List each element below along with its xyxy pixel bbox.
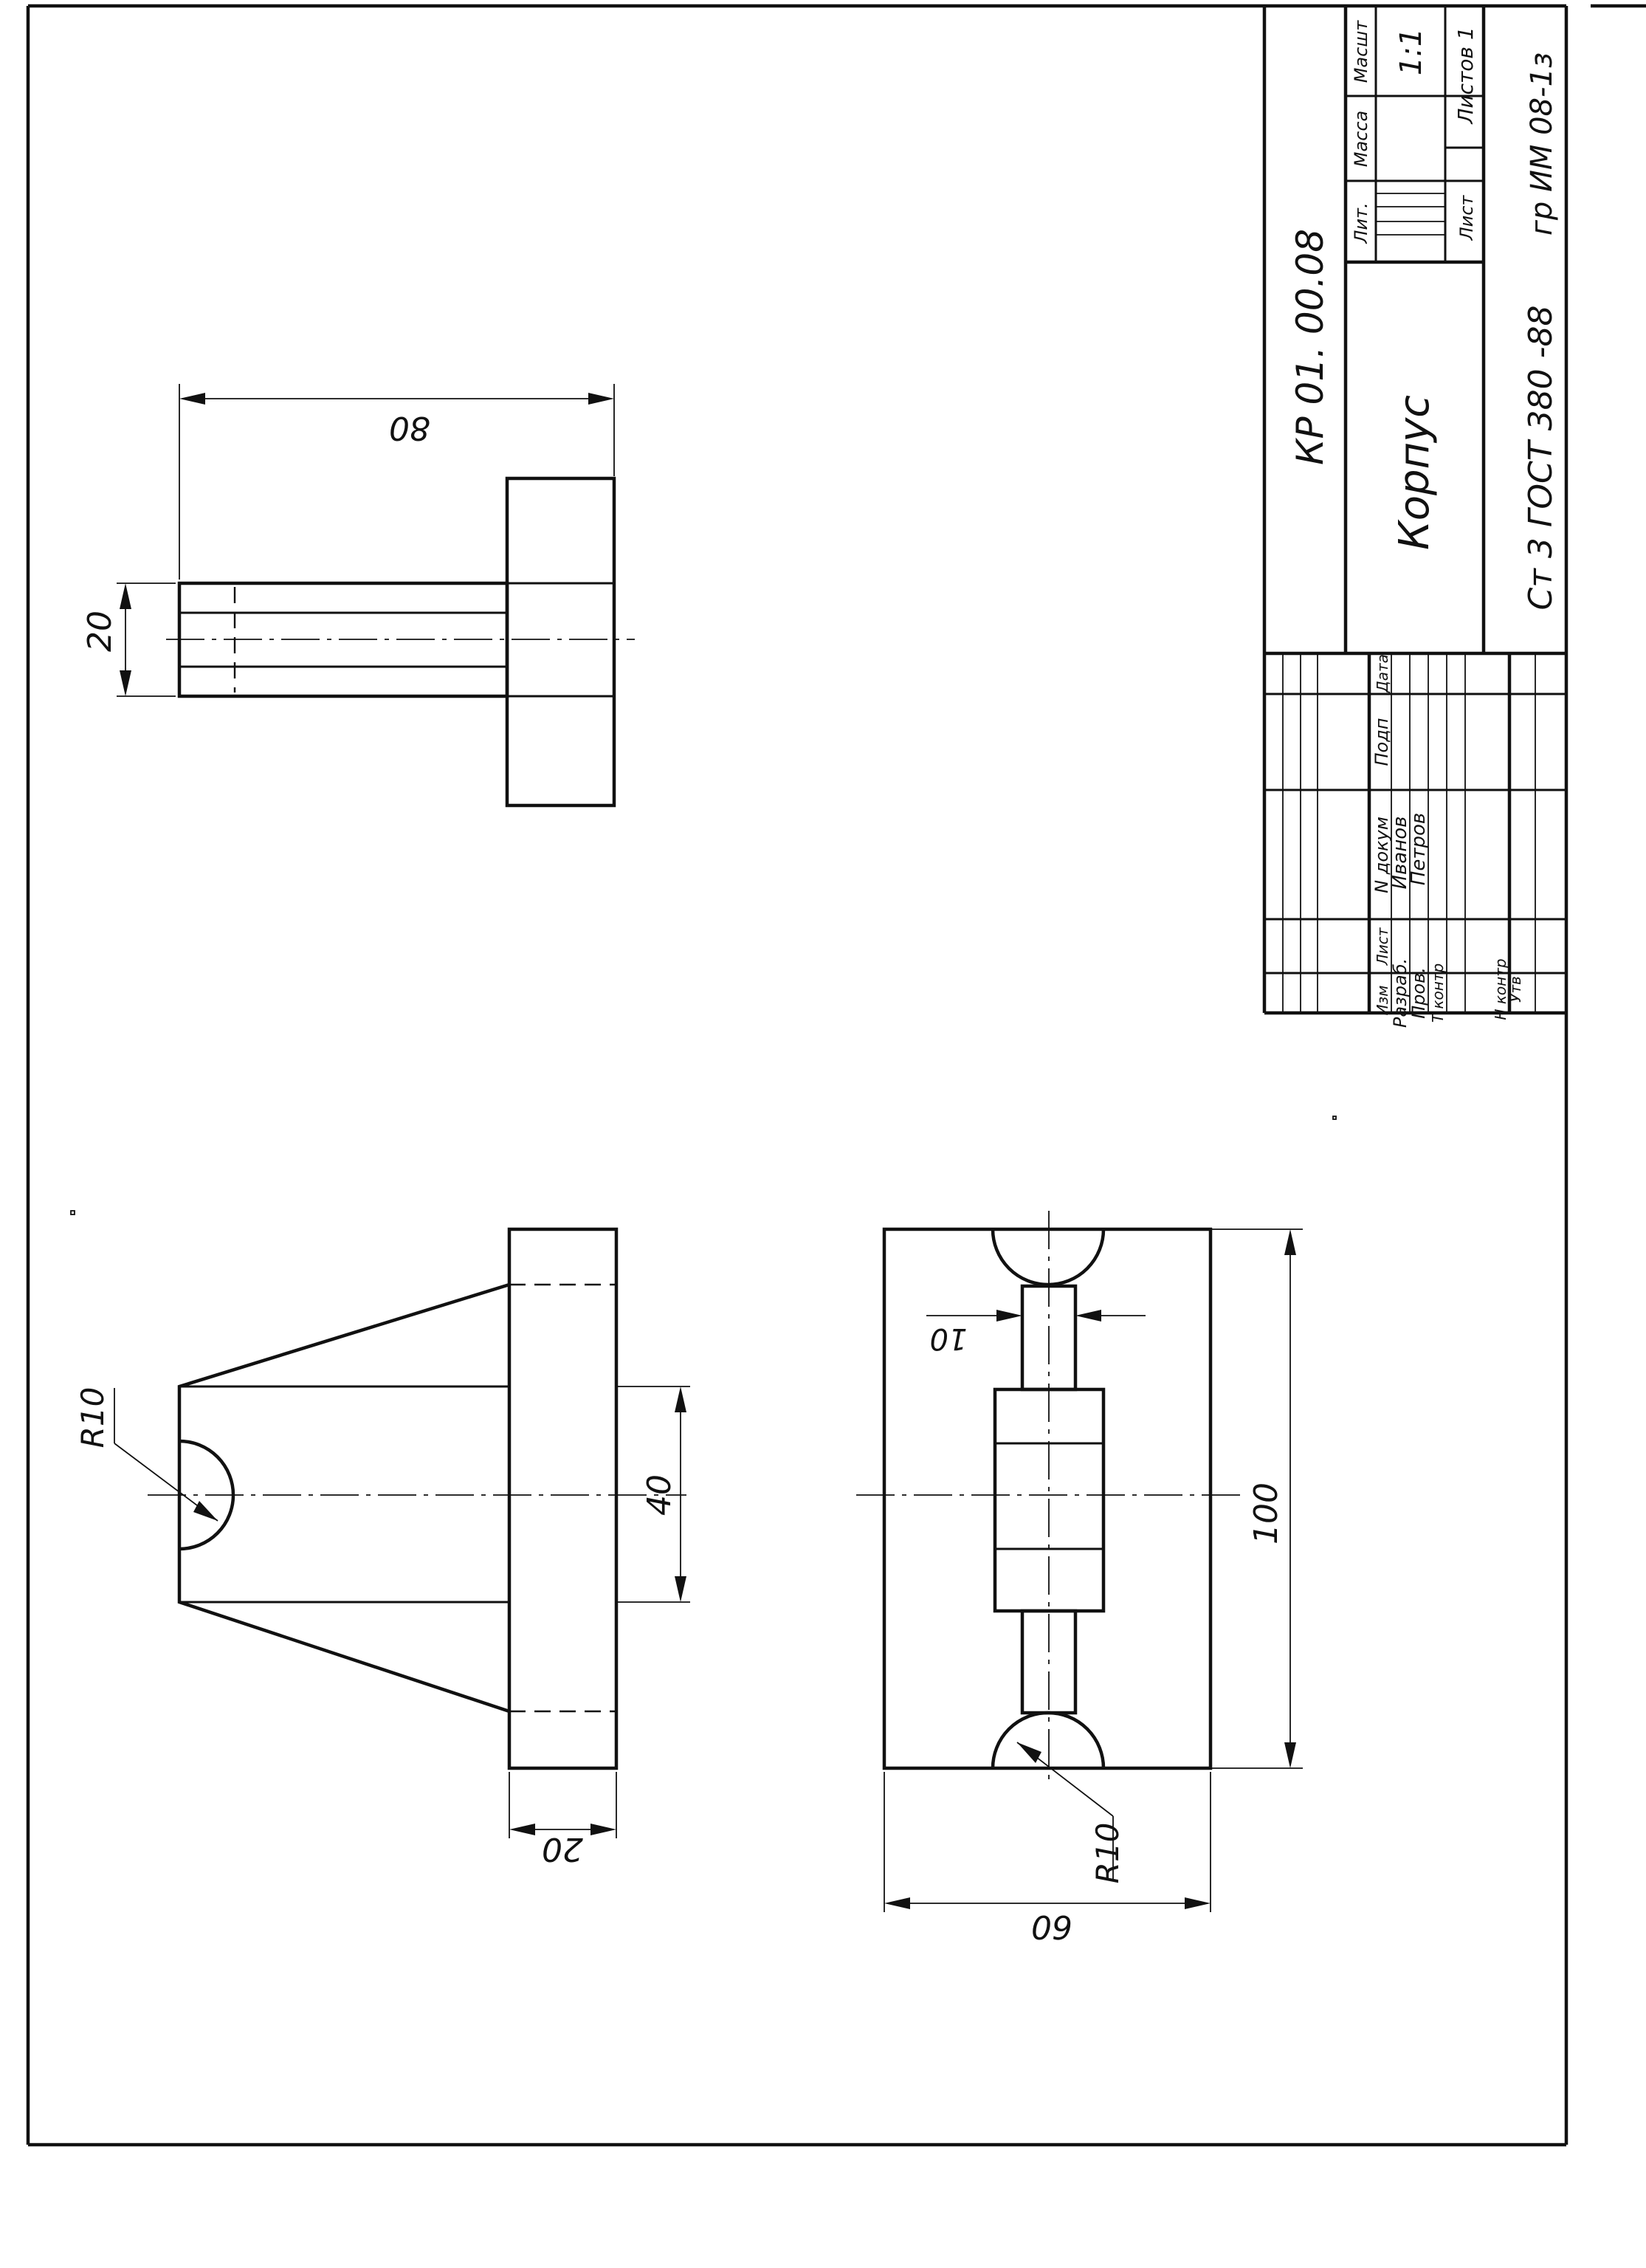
developer-name: Иванов	[1389, 816, 1411, 890]
dim-60: 60	[1031, 1908, 1072, 1945]
col-sign: Подп	[1371, 718, 1392, 766]
col-sheet: Лист	[1374, 927, 1391, 966]
scale-label: Масшт	[1351, 20, 1371, 83]
sheet-label: Лист	[1456, 195, 1477, 241]
dim-10: 10	[929, 1322, 968, 1355]
role-norm-control: Н контр	[1492, 958, 1509, 1020]
dim-r10-front: R10	[75, 1386, 111, 1449]
dim-r10-side: R10	[1089, 1822, 1126, 1884]
lit-label: Лит.	[1351, 202, 1371, 244]
part-name: Корпус	[1391, 394, 1439, 551]
dim-100: 100	[1247, 1482, 1285, 1544]
side-view	[856, 1211, 1303, 1912]
dim-40: 40	[641, 1474, 678, 1516]
role-tech-control: Т контр	[1429, 963, 1447, 1023]
dim-80-top: 80	[389, 409, 430, 447]
col-doc-no: N докум	[1371, 817, 1392, 893]
role-checker: Пров.	[1408, 967, 1429, 1019]
dim-20-front: 20	[542, 1830, 583, 1868]
material: Ст 3 ГОСТ 380 -88	[1522, 305, 1560, 611]
col-date: Дата	[1374, 654, 1391, 693]
mass-label: Масса	[1351, 110, 1371, 168]
group: гр ИМ 08-1з	[1525, 52, 1559, 236]
role-approved: Утв	[1506, 976, 1524, 1003]
dim-20-top: 20	[81, 611, 119, 652]
sheets-count: Листов 1	[1453, 27, 1478, 124]
speck	[1333, 1116, 1336, 1119]
top-view	[117, 384, 635, 805]
drawing-number: КР 01. 00.08	[1289, 228, 1332, 466]
scale-value: 1:1	[1394, 27, 1428, 76]
role-developer: Разраб.	[1390, 958, 1411, 1028]
checker-name: Петров	[1408, 812, 1430, 886]
speck	[71, 1211, 75, 1214]
sheet-frame	[28, 6, 1566, 2145]
front-view	[114, 1229, 690, 1838]
col-change: Изм	[1374, 985, 1391, 1016]
